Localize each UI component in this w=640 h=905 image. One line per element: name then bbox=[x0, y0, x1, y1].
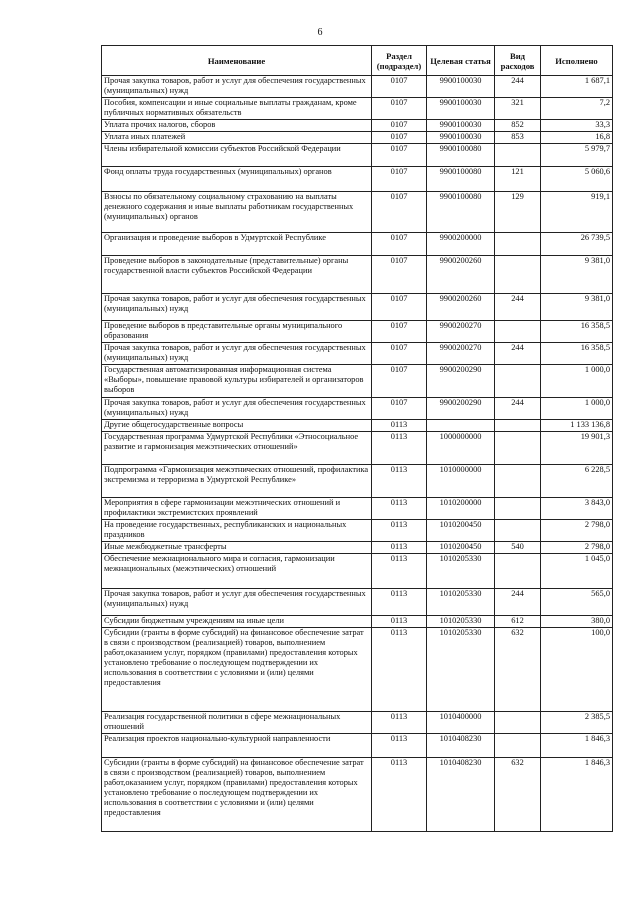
cell-executed: 3 843,0 bbox=[541, 498, 613, 520]
cell-section: 0113 bbox=[372, 712, 427, 734]
table-row bbox=[102, 498, 613, 520]
header-executed: Исполнено bbox=[541, 46, 613, 76]
cell-target: 9900100030 bbox=[427, 132, 495, 144]
cell-kind bbox=[495, 365, 541, 398]
cell-section: 0113 bbox=[372, 465, 427, 498]
cell-name: Реализация государственной политики в сфере межнациональных отношений bbox=[102, 712, 372, 734]
table-row bbox=[102, 420, 613, 432]
table-row bbox=[102, 365, 613, 398]
cell-section: 0107 bbox=[372, 233, 427, 256]
cell-section: 0113 bbox=[372, 589, 427, 616]
cell-executed: 7,2 bbox=[541, 98, 613, 120]
table-row bbox=[102, 520, 613, 542]
cell-section: 0107 bbox=[372, 365, 427, 398]
cell-target: 1010205330 bbox=[427, 616, 495, 628]
cell-section: 0107 bbox=[372, 398, 427, 420]
cell-target: 1000000000 bbox=[427, 432, 495, 465]
table-row bbox=[102, 589, 613, 616]
cell-name: Проведение выборов в законодательные (представительные) органы государственной власти субъектов Российской Федерации bbox=[102, 256, 372, 294]
table-row bbox=[102, 343, 613, 365]
cell-target: 9900200000 bbox=[427, 233, 495, 256]
cell-name: Пособия, компенсации и иные социальные выплаты гражданам, кроме публичных нормативных обязательств bbox=[102, 98, 372, 120]
cell-section: 0113 bbox=[372, 420, 427, 432]
cell-executed: 1 133 136,8 bbox=[541, 420, 613, 432]
cell-section: 0113 bbox=[372, 432, 427, 465]
cell-name: Взносы по обязательному социальному страхованию на выплаты денежного содержания и иные выплаты работникам государственных (муниципальных) органов bbox=[102, 192, 372, 233]
cell-kind bbox=[495, 233, 541, 256]
table-row bbox=[102, 192, 613, 233]
table-header-row bbox=[102, 46, 613, 76]
cell-name: Иные межбюджетные трансферты bbox=[102, 542, 372, 554]
cell-executed: 16 358,5 bbox=[541, 343, 613, 365]
budget-table bbox=[101, 45, 613, 832]
cell-name: Мероприятия в сфере гармонизации межэтнических отношений и профилактики экстремистских проявлений bbox=[102, 498, 372, 520]
cell-section: 0107 bbox=[372, 321, 427, 343]
cell-name: Субсидии бюджетным учреждениям на иные цели bbox=[102, 616, 372, 628]
cell-target: 1010000000 bbox=[427, 465, 495, 498]
table-row bbox=[102, 98, 613, 120]
cell-kind: 244 bbox=[495, 294, 541, 321]
cell-kind: 244 bbox=[495, 343, 541, 365]
header-name: Наименование bbox=[102, 46, 372, 76]
header-kind: Вид расходов bbox=[495, 46, 541, 76]
cell-target: 1010408230 bbox=[427, 734, 495, 758]
cell-name: Прочая закупка товаров, работ и услуг для обеспечения государственных (муниципальных) нужд bbox=[102, 589, 372, 616]
cell-executed: 26 739,5 bbox=[541, 233, 613, 256]
cell-section: 0107 bbox=[372, 98, 427, 120]
cell-kind bbox=[495, 712, 541, 734]
table-row bbox=[102, 167, 613, 192]
header-target: Целевая статья bbox=[427, 46, 495, 76]
cell-section: 0107 bbox=[372, 120, 427, 132]
cell-executed: 9 381,0 bbox=[541, 294, 613, 321]
cell-executed: 2 798,0 bbox=[541, 542, 613, 554]
cell-section: 0113 bbox=[372, 542, 427, 554]
cell-target: 1010408230 bbox=[427, 758, 495, 832]
cell-section: 0113 bbox=[372, 758, 427, 832]
cell-target: 1010205330 bbox=[427, 589, 495, 616]
cell-executed: 919,1 bbox=[541, 192, 613, 233]
cell-name: Уплата иных платежей bbox=[102, 132, 372, 144]
cell-section: 0107 bbox=[372, 343, 427, 365]
cell-kind bbox=[495, 520, 541, 542]
cell-name: Реализация проектов национально-культурной направленности bbox=[102, 734, 372, 758]
cell-name: Члены избирательной комиссии субъектов Российской Федерации bbox=[102, 144, 372, 167]
cell-name: Прочая закупка товаров, работ и услуг для обеспечения государственных (муниципальных) нужд bbox=[102, 398, 372, 420]
cell-target: 1010400000 bbox=[427, 712, 495, 734]
cell-section: 0107 bbox=[372, 144, 427, 167]
page-number: 6 bbox=[317, 27, 323, 38]
cell-name: На проведение государственных, республиканских и национальных праздников bbox=[102, 520, 372, 542]
cell-executed: 16,8 bbox=[541, 132, 613, 144]
cell-executed: 1 846,3 bbox=[541, 758, 613, 832]
cell-section: 0107 bbox=[372, 256, 427, 294]
cell-target bbox=[427, 420, 495, 432]
cell-target: 9900200260 bbox=[427, 256, 495, 294]
cell-name: Государственная программа Удмуртской Республики «Этносоциальное развитие и гармонизация межэтнических отношений» bbox=[102, 432, 372, 465]
table-row bbox=[102, 712, 613, 734]
cell-target: 1010205330 bbox=[427, 554, 495, 589]
cell-kind: 129 bbox=[495, 192, 541, 233]
cell-target: 9900200270 bbox=[427, 321, 495, 343]
cell-section: 0113 bbox=[372, 616, 427, 628]
cell-executed: 9 381,0 bbox=[541, 256, 613, 294]
cell-name: Проведение выборов в представительные органы муниципального образования bbox=[102, 321, 372, 343]
cell-executed: 33,3 bbox=[541, 120, 613, 132]
cell-name: Уплата прочих налогов, сборов bbox=[102, 120, 372, 132]
table-row bbox=[102, 294, 613, 321]
cell-name: Организация и проведение выборов в Удмуртской Республике bbox=[102, 233, 372, 256]
cell-kind: 244 bbox=[495, 589, 541, 616]
table-row bbox=[102, 120, 613, 132]
cell-target: 9900200290 bbox=[427, 398, 495, 420]
cell-name: Прочая закупка товаров, работ и услуг для обеспечения государственных (муниципальных) нужд bbox=[102, 76, 372, 98]
cell-kind bbox=[495, 498, 541, 520]
cell-section: 0113 bbox=[372, 554, 427, 589]
cell-name: Фонд оплаты труда государственных (муниципальных) органов bbox=[102, 167, 372, 192]
cell-kind: 853 bbox=[495, 132, 541, 144]
cell-section: 0107 bbox=[372, 294, 427, 321]
cell-executed: 1 846,3 bbox=[541, 734, 613, 758]
cell-kind: 852 bbox=[495, 120, 541, 132]
cell-executed: 1 000,0 bbox=[541, 398, 613, 420]
cell-kind: 632 bbox=[495, 628, 541, 712]
cell-name: Субсидии (гранты в форме субсидий) на финансовое обеспечение затрат в связи с производством (реализацией) товаров, выполнением работ,оказанием услуг, порядком (правилами) предоставления которых установлено требование о последующем подтверждении их использования в соответствии с условиями и (или) целями предоставления bbox=[102, 758, 372, 832]
table-row bbox=[102, 734, 613, 758]
cell-name: Прочая закупка товаров, работ и услуг для обеспечения государственных (муниципальных) нужд bbox=[102, 343, 372, 365]
cell-executed: 5 979,7 bbox=[541, 144, 613, 167]
cell-kind: 121 bbox=[495, 167, 541, 192]
cell-kind bbox=[495, 554, 541, 589]
table-row bbox=[102, 321, 613, 343]
cell-name: Прочая закупка товаров, работ и услуг для обеспечения государственных (муниципальных) нужд bbox=[102, 294, 372, 321]
table-row bbox=[102, 144, 613, 167]
cell-executed: 100,0 bbox=[541, 628, 613, 712]
cell-kind bbox=[495, 144, 541, 167]
cell-target: 1010205330 bbox=[427, 628, 495, 712]
cell-kind: 244 bbox=[495, 76, 541, 98]
cell-executed: 5 060,6 bbox=[541, 167, 613, 192]
cell-section: 0113 bbox=[372, 628, 427, 712]
table-row bbox=[102, 554, 613, 589]
cell-executed: 2 385,5 bbox=[541, 712, 613, 734]
cell-kind bbox=[495, 321, 541, 343]
cell-target: 1010200000 bbox=[427, 498, 495, 520]
cell-target: 9900100030 bbox=[427, 120, 495, 132]
cell-kind bbox=[495, 734, 541, 758]
cell-section: 0113 bbox=[372, 734, 427, 758]
table-row bbox=[102, 256, 613, 294]
cell-target: 9900100080 bbox=[427, 167, 495, 192]
cell-name: Обеспечение межнационального мира и согласия, гармонизации межнациональных (межэтнических) отношений bbox=[102, 554, 372, 589]
table-row bbox=[102, 465, 613, 498]
cell-executed: 1 687,1 bbox=[541, 76, 613, 98]
table-row bbox=[102, 132, 613, 144]
table-row bbox=[102, 233, 613, 256]
cell-executed: 2 798,0 bbox=[541, 520, 613, 542]
cell-kind: 321 bbox=[495, 98, 541, 120]
table-row bbox=[102, 616, 613, 628]
cell-target: 9900100030 bbox=[427, 76, 495, 98]
cell-executed: 16 358,5 bbox=[541, 321, 613, 343]
cell-target: 9900100080 bbox=[427, 144, 495, 167]
cell-kind: 244 bbox=[495, 398, 541, 420]
cell-section: 0107 bbox=[372, 192, 427, 233]
table-row bbox=[102, 432, 613, 465]
cell-section: 0107 bbox=[372, 167, 427, 192]
cell-section: 0113 bbox=[372, 498, 427, 520]
header-section: Раздел (подраздел) bbox=[372, 46, 427, 76]
cell-target: 1010200450 bbox=[427, 520, 495, 542]
cell-kind bbox=[495, 420, 541, 432]
cell-executed: 19 901,3 bbox=[541, 432, 613, 465]
cell-kind bbox=[495, 432, 541, 465]
cell-kind bbox=[495, 465, 541, 498]
cell-executed: 1 045,0 bbox=[541, 554, 613, 589]
cell-section: 0113 bbox=[372, 520, 427, 542]
cell-target: 9900200270 bbox=[427, 343, 495, 365]
cell-executed: 565,0 bbox=[541, 589, 613, 616]
cell-executed: 1 000,0 bbox=[541, 365, 613, 398]
cell-kind: 632 bbox=[495, 758, 541, 832]
table-row bbox=[102, 628, 613, 712]
table-row bbox=[102, 76, 613, 98]
cell-name: Государственная автоматизированная информационная система «Выборы», повышение правовой культуры избирателей и организаторов выборов bbox=[102, 365, 372, 398]
table-row bbox=[102, 542, 613, 554]
cell-target: 1010200450 bbox=[427, 542, 495, 554]
table-row bbox=[102, 758, 613, 832]
cell-section: 0107 bbox=[372, 132, 427, 144]
cell-name: Субсидии (гранты в форме субсидий) на финансовое обеспечение затрат в связи с производством (реализацией) товаров, выполнением работ,оказанием услуг, порядком (правилами) предоставления которых установлено требование о последующем подтверждении их использования в соответствии с условиями и (или) целями предоставления bbox=[102, 628, 372, 712]
cell-target: 9900100030 bbox=[427, 98, 495, 120]
cell-section: 0107 bbox=[372, 76, 427, 98]
cell-target: 9900200290 bbox=[427, 365, 495, 398]
cell-target: 9900200260 bbox=[427, 294, 495, 321]
cell-executed: 6 228,5 bbox=[541, 465, 613, 498]
cell-executed: 380,0 bbox=[541, 616, 613, 628]
cell-name: Другие общегосударственные вопросы bbox=[102, 420, 372, 432]
cell-kind: 612 bbox=[495, 616, 541, 628]
cell-kind: 540 bbox=[495, 542, 541, 554]
table-row bbox=[102, 398, 613, 420]
cell-target: 9900100080 bbox=[427, 192, 495, 233]
cell-kind bbox=[495, 256, 541, 294]
cell-name: Подпрограмма «Гармонизация межэтнических отношений, профилактика экстремизма и терроризма в Удмуртской Республике» bbox=[102, 465, 372, 498]
